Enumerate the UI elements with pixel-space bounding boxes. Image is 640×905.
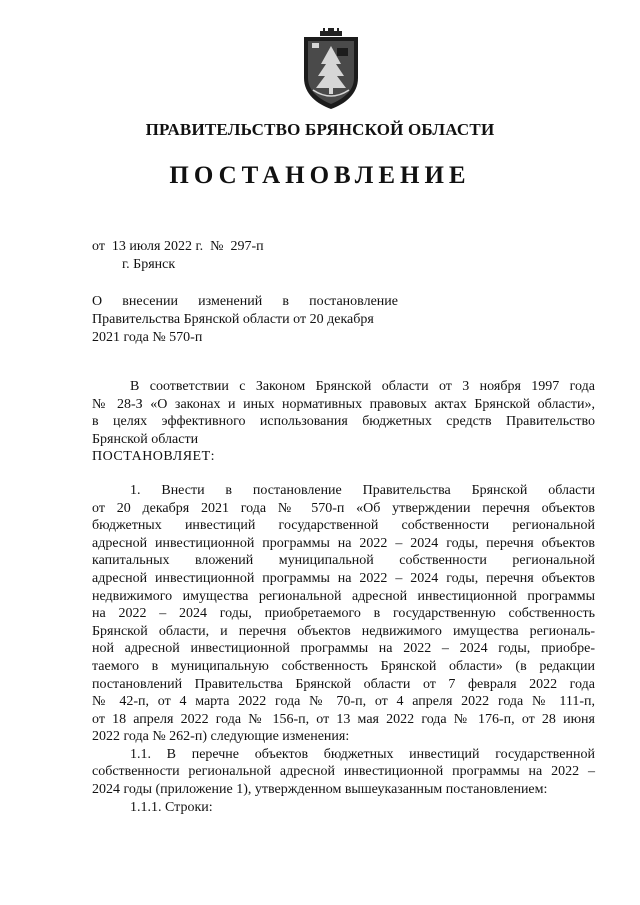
preamble-line: № 28-З «О законах и иных нормативных правовых актах Брянской области», xyxy=(92,396,595,412)
document-subject xyxy=(92,293,398,347)
preamble-line: В соответствии с Законом Брянской области от 3 ноября 1997 года xyxy=(130,379,595,394)
document-body xyxy=(92,378,595,816)
decree-word: ПОСТАНОВЛЯЕТ: xyxy=(92,449,216,465)
item1-line: от 20 декабря 2021 года № 570-п «Об утверждении перечня объектов xyxy=(92,500,595,516)
item1-line: ной адресной инвестиционной программы на 2022 – 2024 годы, приобре- xyxy=(92,641,595,657)
bryansk-coat-of-arms-emblem xyxy=(301,28,361,110)
item1-line: 2022 года № 262-п) следующие изменения: xyxy=(92,729,350,745)
item1-line: 1. Внести в постановление Правительства Брянской области xyxy=(130,482,595,498)
item1-line: № 42-п, от 4 марта 2022 года № 70-п, от 4 апреля 2022 года № 111-п, xyxy=(92,694,595,710)
item1-line: таемого в муниципальную собственность Брянской области» (в редакции xyxy=(92,658,595,674)
document-type-title: ПОСТАНОВЛЕНИЕ xyxy=(169,162,471,189)
item1-1-line: 2024 годы (приложение 1), утвержденном вышеуказанным постановлением: xyxy=(92,782,548,798)
document-date-number: от 13 июля 2022 г. № 297-п xyxy=(92,239,264,254)
item1-line: адресной инвестиционной программы на 2022 – 2024 годы, перечня объектов xyxy=(92,570,595,586)
organization-title: ПРАВИТЕЛЬСТВО БРЯНСКОЙ ОБЛАСТИ xyxy=(145,120,495,139)
document-meta xyxy=(92,238,264,274)
item1-1-line: 1.1. В перечне объектов бюджетных инвестиций государственной xyxy=(130,746,595,762)
subject-line: 2021 года № 570-п xyxy=(92,330,203,345)
subject-line: Правительства Брянской области от 20 декабря xyxy=(92,312,374,327)
item1-line: недвижимого имущества региональной адресной инвестиционной программы xyxy=(92,588,595,604)
preamble-line: в целях эффективного использования бюджетных средств Правительство xyxy=(92,414,595,430)
item1-line: бюджетных инвестиций государственной собственности региональной xyxy=(92,518,595,534)
item1-line: Брянской области, и перечня объектов недвижимого имущества региональ- xyxy=(92,623,595,639)
item1-line: адресной инвестиционной программы на 2022 – 2024 годы, перечня объектов xyxy=(92,535,595,551)
subject-line: О внесении изменений в постановление xyxy=(92,294,398,309)
item1-1-line: собственности региональной адресной инвестиционной программы на 2022 – xyxy=(92,764,595,780)
preamble-line: Брянской области xyxy=(92,431,199,447)
item1-line: на 2022 – 2024 годы, приобретаемого в государственную собственность xyxy=(92,606,595,622)
item1-line: капитальных вложений муниципальной собственности региональной xyxy=(92,553,595,569)
item1-line: постановлений Правительства Брянской области от 7 февраля 2022 года xyxy=(92,676,595,692)
document-place: г. Брянск xyxy=(122,257,176,272)
item1-line: от 18 апреля 2022 года № 156-п, от 13 мая 2022 года № 176-п, от 28 июня xyxy=(92,711,595,727)
item1-1-1-line: 1.1.1. Строки: xyxy=(130,799,213,815)
